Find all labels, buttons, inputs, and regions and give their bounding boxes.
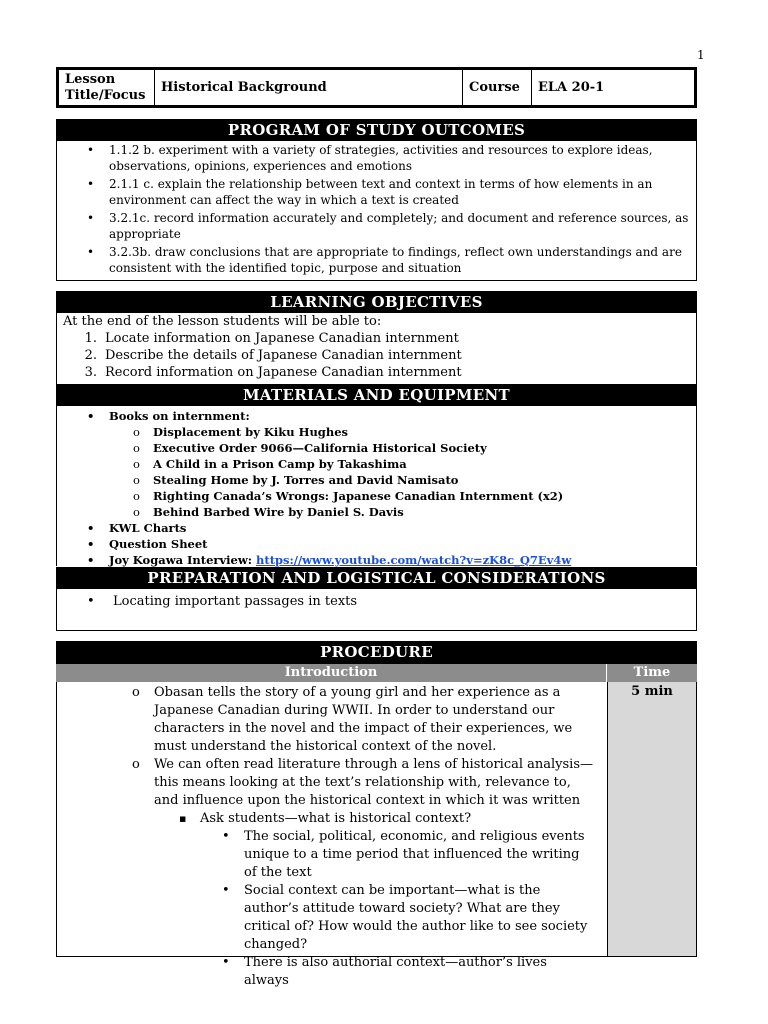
procedure-item: o Obasan tells the story of a young girl and her experience as a Japanese Canadian during WWII. In order to understand our characters in the novel and the impact of their experiences, we must understand the historical context of the novel. <box>57 684 607 756</box>
objective-text: Record information on Japanese Canadian internment <box>105 365 462 380</box>
procedure-heading: PROCEDURE <box>56 641 697 664</box>
materials-box <box>56 406 697 566</box>
preparation-box <box>56 589 697 631</box>
course-value: ELA 20-1 <box>538 80 605 95</box>
preparation-list <box>57 589 696 610</box>
program-outcomes-heading: PROGRAM OF STUDY OUTCOMES <box>56 119 697 141</box>
learning-objectives-box <box>56 313 697 384</box>
course-label: Course <box>463 70 532 105</box>
procedure-subitem: ▪ Ask students—what is historical context? <box>57 810 607 828</box>
objective-number: 3. <box>84 365 97 380</box>
kwl-charts-item: • KWL Charts <box>57 520 696 536</box>
introduction-header: Introduction <box>56 664 607 682</box>
learning-objectives-heading: LEARNING OBJECTIVES <box>56 291 697 313</box>
book-item: o Displacement by Kiku Hughes <box>57 424 696 440</box>
book-item: o Behind Barbed Wire by Daniel S. Davis <box>57 504 696 520</box>
objective-text: Locate information on Japanese Canadian internment <box>105 331 459 346</box>
program-outcomes-list <box>57 141 696 276</box>
interview-item <box>57 552 696 568</box>
procedure-subsubitem: • Social context can be important—what is the author’s attitude toward society? What are they critical of? How would the author like to see society changed? <box>57 882 607 954</box>
objective-item <box>57 330 696 347</box>
outcome-item: • 2.1.1 c. explain the relationship between text and context in terms of how elements in an environment can affect the way in which a text is created <box>57 176 692 208</box>
objective-item <box>57 347 696 364</box>
objective-text: Describe the details of Japanese Canadian internment <box>105 348 462 363</box>
books-label: • Books on internment: <box>57 408 696 424</box>
outcome-item: • 3.2.3b. draw conclusions that are appropriate to findings, reflect own understandings and are consistent with the identified topic, purpose and situation <box>57 244 692 276</box>
outcome-item: • 3.2.1c. record information accurately and completely; and document and reference sources, as appropriate <box>57 210 692 242</box>
procedure-subsubitem: • There is also authorial context—author’s lives always <box>57 954 607 990</box>
page-number: 1 <box>697 48 705 62</box>
objective-number: 2. <box>84 348 97 363</box>
procedure-subsubitem: • The social, political, economic, and religious events unique to a time period that influenced the writing of the text <box>57 828 607 882</box>
book-item: o Executive Order 9066—California Historical Society <box>57 440 696 456</box>
preparation-heading: PREPARATION AND LOGISTICAL CONSIDERATIONS <box>56 567 697 589</box>
lesson-header-table <box>56 67 697 108</box>
book-item: o Righting Canada’s Wrongs: Japanese Canadian Internment (x2) <box>57 488 696 504</box>
preparation-item: • Locating important passages in texts <box>57 593 696 610</box>
book-item: o Stealing Home by J. Torres and David Namisato <box>57 472 696 488</box>
lesson-title-label: Lesson Title/Focus <box>59 70 155 105</box>
time-header: Time <box>607 664 697 682</box>
book-item: o A Child in a Prison Camp by Takashima <box>57 456 696 472</box>
program-outcomes-box <box>56 141 697 281</box>
objective-number: 1. <box>84 331 97 346</box>
objectives-intro: At the end of the lesson students will be able to: <box>63 314 382 329</box>
procedure-time-cell: 5 min <box>608 682 696 956</box>
outcome-item: • 1.1.2 b. experiment with a variety of strategies, activities and resources to explore ideas, observations, opinions, experiences and emotions <box>57 142 692 174</box>
interview-label: Joy Kogawa Interview: <box>109 553 257 567</box>
procedure-header-row <box>56 664 697 682</box>
procedure-text-cell <box>57 682 608 988</box>
objective-item <box>57 364 696 381</box>
question-sheet-item: • Question Sheet <box>57 536 696 552</box>
objectives-list <box>57 330 696 381</box>
lesson-title-value: Historical Background <box>155 70 463 105</box>
procedure-item: o We can often read literature through a lens of historical analysis—this means looking at the text’s relationship with, relevance to, and influence upon the historical context in which it was written <box>57 756 607 810</box>
materials-heading: MATERIALS AND EQUIPMENT <box>56 384 697 406</box>
materials-list <box>57 406 696 568</box>
procedure-body-row <box>56 682 697 988</box>
interview-link[interactable]: https://www.youtube.com/watch?v=zK8c_Q7Ev4w <box>256 553 572 567</box>
